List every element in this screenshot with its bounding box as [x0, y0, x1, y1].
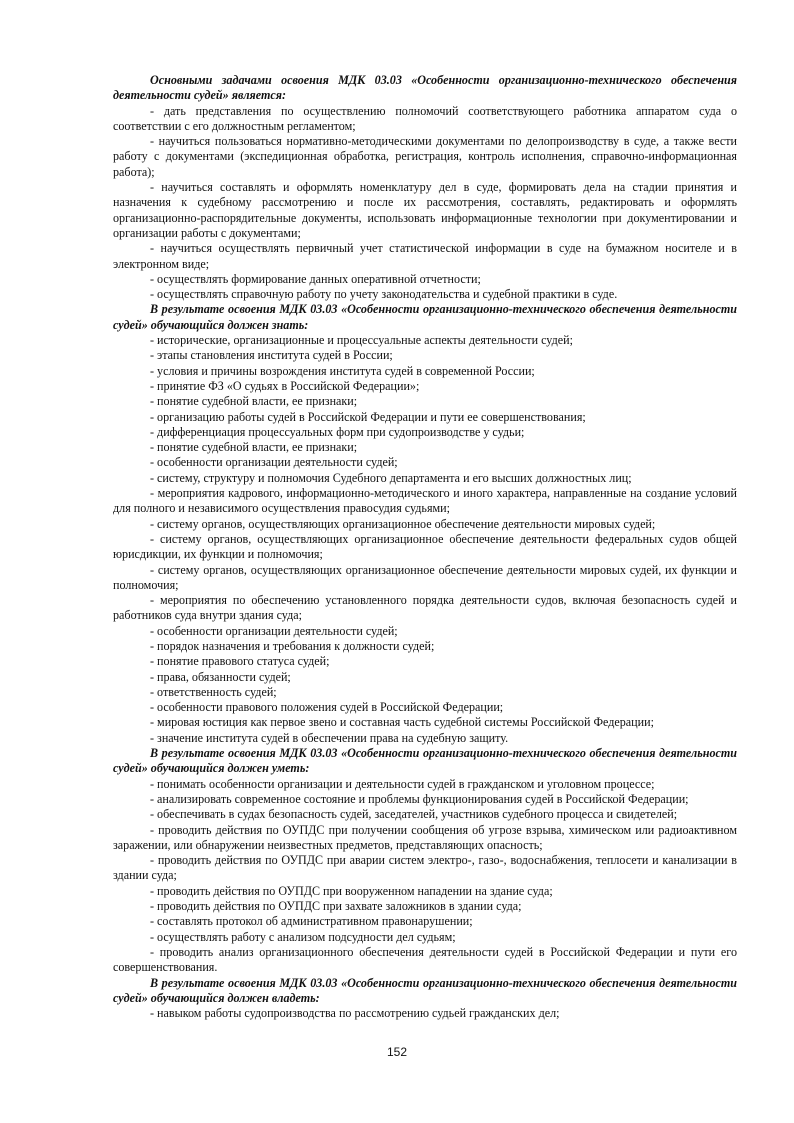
list-item: - порядок назначения и требования к должности судей; [150, 638, 435, 653]
list-item: - обеспечивать в судах безопасность судей, заседателей, участников судебного процесса и свидетелей; [150, 807, 678, 822]
list-item: - систему, структуру и полномочия Судебного департамента и его высших должностных лиц; [150, 470, 632, 485]
list-item: - понятие судебной власти, ее признаки; [150, 440, 358, 455]
list-item: - особенности организации деятельности судей; [150, 623, 398, 638]
list-item: - ответственность судей; [150, 684, 277, 699]
document-page [113, 73, 737, 1021]
list-item: - анализировать современное состояние и проблемы функционирования судей в Российской Федерации; [150, 791, 689, 806]
list-item: - навыком работы судопроизводства по рассмотрению судьей гражданских дел; [150, 1006, 560, 1021]
list-item: - дать представления по осуществлению полномочий соответствующего работника аппаратом суда о соответствии с его должностным регламентом; [113, 103, 737, 133]
list-item: - значение института судей в обеспечении права на судебную защиту. [150, 730, 509, 745]
list-item: - систему органов, осуществляющих организационное обеспечение деятельности мировых судей, их функции и полномочия; [113, 562, 737, 592]
list-item: - научиться осуществлять первичный учет статистической информации в суде на бумажном носителе и в электронном виде; [113, 241, 737, 271]
section-tasks [113, 73, 737, 302]
list-item: - систему органов, осуществляющих организационное обеспечение деятельности мировых судей; [150, 516, 656, 531]
list-item: - условия и причины возрождения института судей в современной России; [150, 363, 535, 378]
section-master [113, 976, 737, 1022]
list-item: - научиться пользоваться нормативно-методическими документами по делопроизводству в суде, а также вести работу с документами (экспедиционная обработка, регистрация, контроль исполнения, справочно-информационная работа); [113, 134, 737, 179]
list-item: - понятие правового статуса судей; [150, 654, 330, 669]
list-item: - особенности организации деятельности судей; [150, 455, 398, 470]
section-heading: В результате освоения МДК 03.03 «Особенности организационно-технического обеспечения деятельности судей» обучающийся должен владеть: [113, 975, 737, 1005]
list-item: - осуществлять формирование данных оперативной отчетности; [150, 271, 481, 286]
section-know [113, 302, 737, 746]
list-item: - принятие ФЗ «О судьях в Российской Федерации»; [150, 378, 420, 393]
list-item: - систему органов, осуществляющих организационное обеспечение деятельности федеральных судов общей юрисдикции, их функции и полномочия; [113, 531, 737, 562]
list-item: - мировая юстиция как первое звено и составная часть судебной системы Российской Федерации; [150, 715, 654, 730]
list-item: - проводить действия по ОУПДС при захвате заложников в здании суда; [150, 899, 522, 914]
list-item: - этапы становления института судей в России; [150, 348, 393, 363]
section-heading: В результате освоения МДК 03.03 «Особенности организационно-технического обеспечения деятельности судей» обучающийся должен знать: [113, 302, 737, 332]
list-item: - проводить действия по ОУПДС при вооруженном нападении на здание суда; [150, 883, 553, 898]
page-number: 152 [386, 1045, 408, 1059]
list-item: - проводить действия по ОУПДС при аварии систем электро-, газо-, водоснабжения, теплосети и канализации в здании суда; [113, 853, 737, 883]
list-item: - проводить действия по ОУПДС при получении сообщения об угрозе взрыва, химическом или радиоактивном заражении, или обнаружении неизвестных предметов, представляющих опасность; [113, 822, 737, 852]
section-heading: В результате освоения МДК 03.03 «Особенности организационно-технического обеспечения деятельности судей» обучающийся должен уметь: [113, 746, 737, 776]
list-item: - исторические, организационные и процессуальные аспекты деятельности судей; [150, 333, 573, 348]
section-able [113, 746, 737, 975]
list-item: - права, обязанности судей; [150, 669, 291, 684]
list-item: - особенности правового положения судей в Российской Федерации; [150, 700, 504, 715]
list-item: - мероприятия кадрового, информационно-методического и иного характера, направленные на создание условий для полного и независимого осуществления правосудия судьями; [113, 486, 737, 516]
list-item: - понимать особенности организации и деятельности судей в гражданском и уголовном процессе; [150, 776, 655, 791]
list-item: - осуществлять справочную работу по учету законодательства и судебной практики в суде. [150, 287, 618, 302]
list-item: - проводить анализ организационного обеспечения деятельности судей в Российской Федерации и пути его совершенствования. [113, 944, 737, 975]
list-item: - осуществлять работу с анализом подсудности дел судьям; [150, 929, 456, 944]
section-heading: Основными задачами освоения МДК 03.03 «Особенности организационно-технического обеспечения деятельности судей» является: [113, 73, 737, 103]
list-item: - понятие судебной власти, ее признаки; [150, 394, 358, 409]
list-item: - составлять протокол об административном правонарушении; [150, 914, 473, 929]
list-item: - научиться составлять и оформлять номенклатуру дел в суде, формировать дела на стадии принятия и назначения к судебному рассмотрению и после их рассмотрения, составлять, редактировать и оформлять организационно-распорядительные документы, использовать информационные технологии при документировании и организации работы с документами; [113, 180, 737, 240]
list-item: - дифференциация процессуальных форм при судопроизводстве у судьи; [150, 424, 525, 439]
list-item: - организацию работы судей в Российской Федерации и пути ее совершенствования; [150, 409, 586, 424]
list-item: - мероприятия по обеспечению установленного порядка деятельности судов, включая безопасность судей и работников суда внутри здания суда; [113, 593, 737, 623]
